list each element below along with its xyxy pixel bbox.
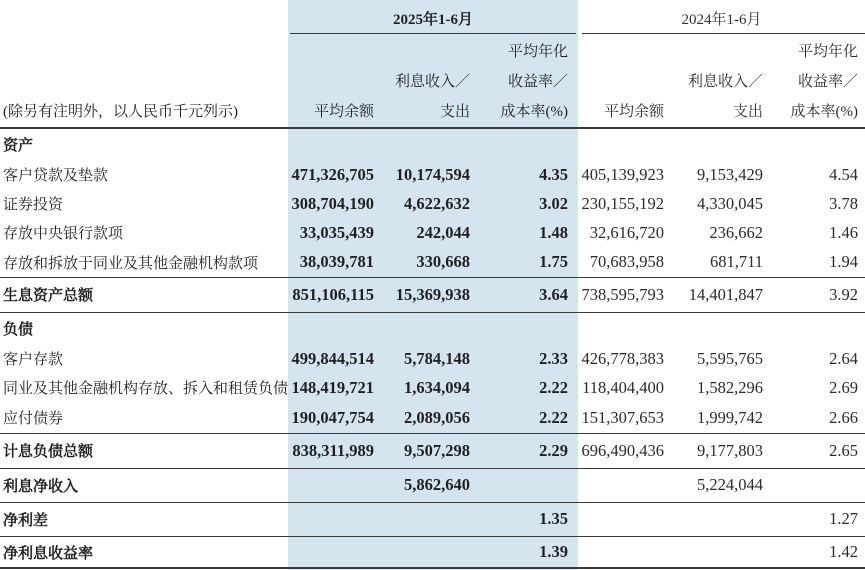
interest-2024-cell: 4,330,045 (697, 193, 763, 213)
period-header-row (0, 0, 865, 33)
interest-2025-cell (384, 536, 478, 568)
avg-balance-2025-cell: 851,106,115 (292, 284, 374, 304)
liability-total-row (0, 433, 865, 468)
interest-2025-cell: 5,862,640 (404, 475, 470, 494)
yield-header-line-2: 收益率／ (797, 74, 858, 90)
yield-2025-cell: 2.22 (539, 407, 568, 427)
row-label: 利息净收入 (3, 478, 79, 495)
yield-2024-cell: 2.64 (829, 348, 858, 368)
avg-balance-2024-cell: 738,595,793 (581, 284, 664, 304)
yield-2024-cell: 1.27 (829, 509, 858, 528)
liability-row (0, 402, 865, 433)
row-label: 证券投资 (3, 197, 64, 213)
yield-2025-header (478, 33, 578, 128)
table-rule (0, 127, 865, 129)
unit-note-cell (0, 33, 288, 128)
avg-balance-2024-cell: 70,683,958 (589, 252, 664, 271)
interest-2025-header (384, 33, 478, 128)
interest-2025-cell: 10,174,594 (395, 164, 470, 184)
interest-2024-cell: 5,224,044 (697, 475, 763, 494)
avg-balance-2024-cell: 118,404,400 (582, 377, 664, 397)
interest-2024-cell: 1,999,742 (697, 407, 763, 427)
asset-total-row (0, 277, 865, 312)
avg-balance-2024-cell: 405,139,923 (581, 164, 664, 184)
yield-header-line-2: 收益率／ (507, 74, 568, 90)
yield-header-line-1: 平均年化 (507, 44, 568, 60)
interest-header-line-1: 利息收入／ (394, 74, 470, 90)
avg-balance-2024-cell: 426,778,383 (581, 348, 664, 368)
avg-balance-header-text: 平均余额 (313, 104, 374, 120)
header-blank-cell (0, 0, 288, 33)
section-heading: 负债 (3, 321, 34, 338)
yield-2024-cell: 4.54 (829, 164, 858, 184)
avg-balance-2025-cell (288, 536, 384, 568)
table-rule (0, 312, 865, 313)
yield-header-line-1: 平均年化 (797, 44, 858, 60)
yield-2025-cell: 1.35 (539, 509, 568, 528)
period-2025-label: 2025年1-6月 (393, 12, 473, 28)
table-rule (0, 468, 865, 469)
section-heading: 资产 (3, 137, 34, 154)
yield-2025-cell: 2.29 (539, 440, 568, 460)
avg-balance-2025-cell (288, 502, 384, 536)
table-rule (0, 433, 865, 434)
interest-2025-cell: 5,784,148 (404, 348, 470, 368)
interest-2024-cell: 9,153,429 (697, 164, 763, 184)
yield-2025-cell: 1.48 (539, 222, 568, 242)
summary-row (0, 502, 865, 536)
avg-balance-2024-header (578, 33, 672, 128)
yield-header-line-3: 成本率(%) (790, 104, 858, 120)
avg-balance-2024-cell: 696,490,436 (581, 440, 664, 460)
interest-2024-header (672, 33, 770, 128)
interest-2024-cell: 5,595,765 (697, 348, 763, 368)
yield-2025-cell: 2.22 (539, 377, 568, 397)
row-label: 客户存款 (3, 352, 64, 368)
yield-2025-cell (478, 468, 578, 502)
summary-row (0, 536, 865, 568)
avg-balance-2024-cell (578, 536, 672, 568)
liability-row (0, 344, 865, 373)
interest-2025-cell (384, 502, 478, 536)
avg-balance-2024-cell: 151,307,653 (581, 407, 664, 427)
avg-balance-2025-cell: 838,311,989 (292, 440, 374, 460)
interest-2025-cell: 330,668 (416, 252, 470, 271)
assets-heading-row (0, 128, 865, 160)
row-label: 客户贷款及垫款 (3, 168, 109, 184)
column-header-row (0, 33, 865, 128)
asset-row (0, 218, 865, 247)
asset-row (0, 247, 865, 277)
yield-2024-cell: 1.42 (829, 542, 858, 561)
yield-2025-cell: 1.75 (539, 252, 568, 271)
interest-2025-cell: 9,507,298 (404, 440, 470, 460)
interest-header-line-2: 支出 (732, 104, 763, 120)
avg-balance-2025-cell: 38,039,781 (299, 252, 374, 271)
avg-balance-2024-cell: 32,616,720 (589, 222, 664, 242)
liability-row (0, 373, 865, 402)
yield-2025-cell: 1.39 (539, 542, 568, 561)
avg-balance-2025-header (288, 33, 384, 128)
avg-balance-2025-cell: 190,047,754 (291, 407, 374, 427)
interest-header-line-1: 利息收入／ (687, 74, 763, 90)
avg-balance-header-text: 平均余额 (603, 104, 664, 120)
yield-2024-cell: 2.69 (829, 377, 858, 397)
interest-2024-cell: 14,401,847 (688, 284, 763, 304)
row-label: 计息负债总额 (3, 444, 94, 460)
avg-balance-2025-cell: 499,844,514 (291, 348, 374, 368)
yield-2025-cell: 3.02 (539, 193, 568, 213)
yield-2024-cell: 3.92 (829, 284, 858, 304)
row-label: 净利息收益率 (3, 545, 94, 562)
yield-2024-cell (770, 468, 865, 502)
row-label: 存放中央银行款项 (3, 226, 124, 242)
table-rule (0, 502, 865, 503)
liabilities-heading-row (0, 312, 865, 344)
interest-2024-cell: 1,582,296 (697, 377, 763, 397)
row-label: 应付债券 (3, 411, 64, 427)
avg-balance-2024-cell (578, 468, 672, 502)
summary-row (0, 468, 865, 502)
interest-2024-cell: 236,662 (709, 222, 763, 242)
table-rule (0, 277, 865, 278)
interest-2024-cell: 681,711 (709, 252, 763, 271)
unit-note: (除另有注明外，以人民币千元列示) (3, 104, 238, 120)
avg-balance-2025-cell: 308,704,190 (291, 193, 374, 213)
interest-2025-cell: 1,634,094 (404, 377, 470, 397)
row-label: 存放和拆放于同业及其他金融机构款项 (3, 255, 259, 272)
interest-2025-cell: 4,622,632 (404, 193, 470, 213)
asset-row (0, 160, 865, 189)
yield-2024-header (770, 33, 865, 128)
row-label: 净利差 (3, 512, 49, 529)
yield-2024-cell: 1.46 (829, 222, 858, 242)
avg-balance-2025-cell: 148,419,721 (291, 377, 374, 397)
table-rule (0, 567, 865, 569)
yield-2025-cell: 3.64 (539, 284, 568, 304)
row-label: 同业及其他金融机构存放、拆入和租赁负债 (3, 381, 288, 397)
avg-balance-2024-cell (578, 502, 672, 536)
yield-2024-cell: 2.66 (829, 407, 858, 427)
interest-2024-cell: 9,177,803 (697, 440, 763, 460)
avg-balance-2024-cell: 230,155,192 (581, 193, 664, 213)
yield-2025-cell: 4.35 (539, 164, 568, 184)
table-rule (0, 536, 865, 537)
avg-balance-2025-cell (288, 468, 384, 502)
yield-2024-cell: 2.65 (829, 440, 858, 460)
interest-2025-cell: 15,369,938 (395, 284, 470, 304)
interest-2025-cell: 242,044 (416, 222, 470, 242)
avg-balance-2025-cell: 33,035,439 (299, 222, 374, 242)
yield-2024-cell: 1.94 (829, 252, 858, 271)
row-label: 生息资产总额 (3, 288, 94, 304)
yield-header-line-3: 成本率(%) (500, 104, 568, 120)
asset-row (0, 189, 865, 218)
yield-2024-cell: 3.78 (829, 193, 858, 213)
interest-header-line-2: 支出 (439, 104, 470, 120)
interest-2024-cell (672, 536, 770, 568)
interest-2025-cell: 2,089,056 (404, 407, 470, 427)
interest-2024-cell (672, 502, 770, 536)
yield-2025-cell: 2.33 (539, 348, 568, 368)
period-2024-label: 2024年1-6月 (681, 12, 762, 28)
avg-balance-2025-cell: 471,326,705 (291, 164, 374, 184)
